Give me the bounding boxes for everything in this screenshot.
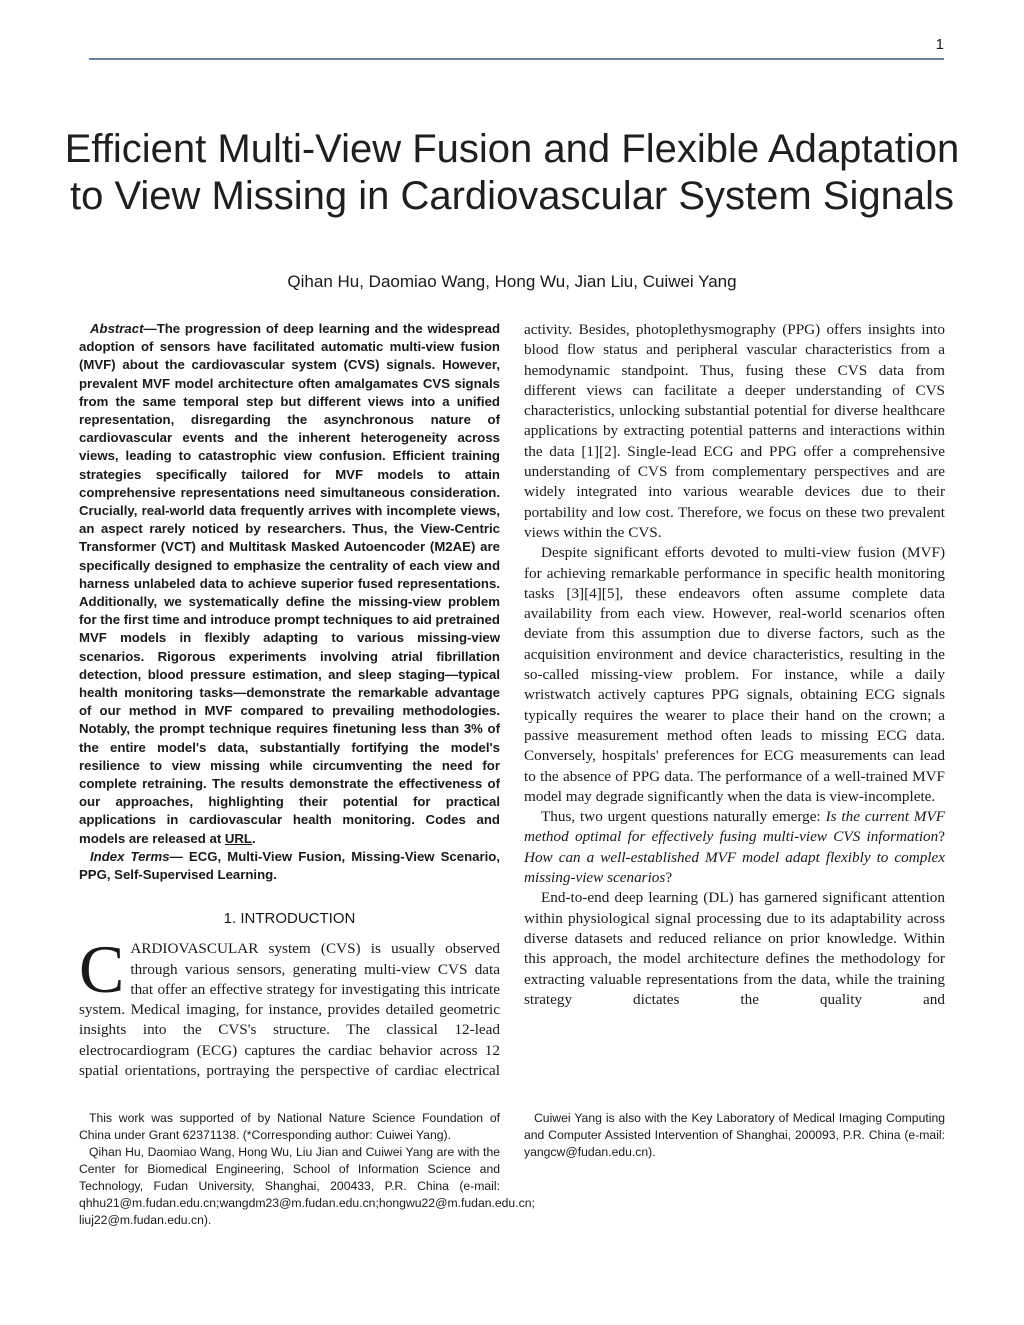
intro-paragraph-4: End-to-end deep learning (DL) has garnered significant attention within physiological signal processing due to its adaptability across diverse datasets and reduced reliance on prior knowledge. Within this approach, the model architecture defines the methodology for extracting valuable representations from the data, while the training strategy dictates the quality and bbox=[524, 889, 945, 1008]
code-url-link[interactable]: URL bbox=[224, 830, 252, 846]
abstract-dash: — bbox=[143, 321, 157, 336]
intro-paragraph-1-continued: activity. Besides, photoplethysmography (PPG) offers insights into blood flow status and peripheral vascular characteristics from a hemodynamic standpoint. Thus, fusing these CVS data from different views can facilitate a deeper understanding of CVS characteristics, unlocking substantial potential for diverse healthcare applications by extracting potential patterns and interactions within the data [1][2]. Single-lead ECG and PPG offer a comprehensive understanding of CVS from complementary perspectives and are widely integrated into various wearable devices due to their portability and low cost. Therefore, we focus on these two prevalent views within the CVS. bbox=[524, 321, 945, 541]
footnotes-left bbox=[79, 1110, 535, 1229]
abstract bbox=[79, 320, 500, 848]
index-terms bbox=[79, 848, 500, 884]
footnote-affiliation: Qihan Hu, Daomiao Wang, Hong Wu, Liu Jian and Cuiwei Yang are with the Center for Biomedical Engineering, School of Information Science and Technology, Fudan University, Shanghai, 200433, P.R. China (e-mail: qhhu21@m.fudan.edu.cn;wangdm23@m.fudan.edu.cn;hongwu22@m.fudan.edu.cn; liuj22@m.fudan.edu.cn). bbox=[79, 1145, 535, 1227]
intro-smallcaps: ARDIOVASCULAR bbox=[130, 940, 259, 958]
index-terms-body: ECG, Multi-View Fusion, Missing-View Scenario, PPG, Self-Supervised Learning. bbox=[79, 848, 500, 883]
intro-paragraph-3-para3-start: Thus, two urgent questions naturally emerge: bbox=[541, 808, 826, 826]
intro-paragraph-2: Despite significant efforts devoted to multi-view fusion (MVF) for achieving remarkable performance in specific health monitoring tasks [3][4][5], these endeavors often assume complete data availability from each view. However, real-world scenarios often deviate from this assumption due to diverse factors, such as the acquisition environment and device characteristics, resulting in the so-called missing-view problem. For instance, while a daily wristwatch actively captures PPG signals, obtaining ECG signals typically requires the wearer to place their hand on the crown; a passive measurement method often leads to missing ECG data. Conversely, hospitals' preferences for ECG measurements can lead to the absence of PPG data. The performance of a well-trained MVF model may degrade significantly when the data is view-incomplete. bbox=[524, 544, 945, 805]
page-number: 1 bbox=[935, 36, 944, 53]
intro-paragraph-1 bbox=[79, 931, 500, 1081]
footnote-affiliation-2: Cuiwei Yang is also with the Key Laboratory of Medical Imaging Computing and Computer Assisted Intervention of Shanghai, 200093, P.R. China (e-mail: yangcw@fudan.edu.cn). bbox=[524, 1111, 945, 1159]
header-rule bbox=[89, 58, 944, 60]
drop-cap: C bbox=[79, 931, 125, 1008]
footnotes-right bbox=[524, 1110, 945, 1161]
author-list: Qihan Hu, Daomiao Wang, Hong Wu, Jian Liu, Cuiwei Yang bbox=[287, 272, 737, 291]
intro-paragraph-1-text: system (CVS) is usually observed through various sensors, generating multi-view CVS data that offer an effective strategy for investigating this intricate system. Medical imaging, for instance, provides detailed geometric insights into the CVS's structure. The classical 12-lead electrocardiogram (ECG) captures the cardiac behavior across 12 spatial orientations, portraying the perspective of cardiac electrical bbox=[79, 940, 500, 1080]
section-heading-introduction: 1. INTRODUCTION bbox=[223, 910, 356, 928]
abstract-label: Abstract bbox=[90, 321, 144, 336]
footnote-funding: This work was supported of by National Nature Science Foundation of China under Grant 62371138. (*Corresponding author: Cuiwei Yang). bbox=[79, 1111, 500, 1142]
paper-title: Efficient Multi-View Fusion and Flexible Adaptation to View Missing in Cardiovascular System Signals bbox=[64, 127, 960, 218]
abstract-body: The progression of deep learning and the widespread adoption of sensors have facilitated automatic multi-view fusion (MVF) about the cardiovascular system (CVS) signals. However, prevalent MVF model architecture often amalgamates CVS signals from the same temporal step but different views into a unified representation, disregarding the asynchronous nature of cardiovascular events and the inherent heterogeneity across views, leading to catastrophic view confusion. Efficient training strategies specifically tailored for MVF models to attain comprehensive representations need simultaneous consideration. Crucially, real-world data frequently arrives with incomplete views, an aspect rarely noticed by researchers. Thus, the View-Centric Transformer (VCT) and Multitask Masked Autoencoder (M2AE) are specifically designed to emphasize the centrality of each view and harness unlabeled data to achieve superior fused representations. Additionally, we systematically define the missing-view problem for the first time and introduce prompt techniques to aid pretrained MVF models in flexibly adapting to various missing-view scenarios. Rigorous experiments involving atrial fibrillation detection, blood pressure estimation, and sleep staging—typical health monitoring tasks—demonstrate the remarkable advantage of our method in MVF compared to prevailing methodologies. Notably, the prompt technique requires finetuning less than 3% of the entire model's data, substantially fortifying the model's resilience to view missing while circumventing the need for complete retraining. The results demonstrate the effectiveness of our approaches, highlighting their potential for practical applications in cardiovascular health monitoring. Codes and models are released at bbox=[79, 321, 500, 846]
intro-paragraph-3-para3-q2: How can a well-established MVF model adapt flexibly to complex missing-view scenarios bbox=[524, 848, 945, 887]
intro-paragraph-3-para3-q1: Is the current MVF method optimal for effectively fusing multi-view CVS information bbox=[524, 808, 946, 846]
intro-paragraph-3-para3-mid: ? bbox=[938, 828, 945, 846]
index-terms-label: Index Terms bbox=[90, 848, 170, 864]
left-column bbox=[79, 320, 500, 1081]
right-column bbox=[524, 320, 945, 1010]
intro-paragraph-3 bbox=[524, 807, 945, 888]
index-terms-dash: — bbox=[169, 848, 183, 864]
intro-paragraph-3-para3-end: ? bbox=[665, 869, 673, 887]
abstract-end: . bbox=[251, 830, 256, 846]
